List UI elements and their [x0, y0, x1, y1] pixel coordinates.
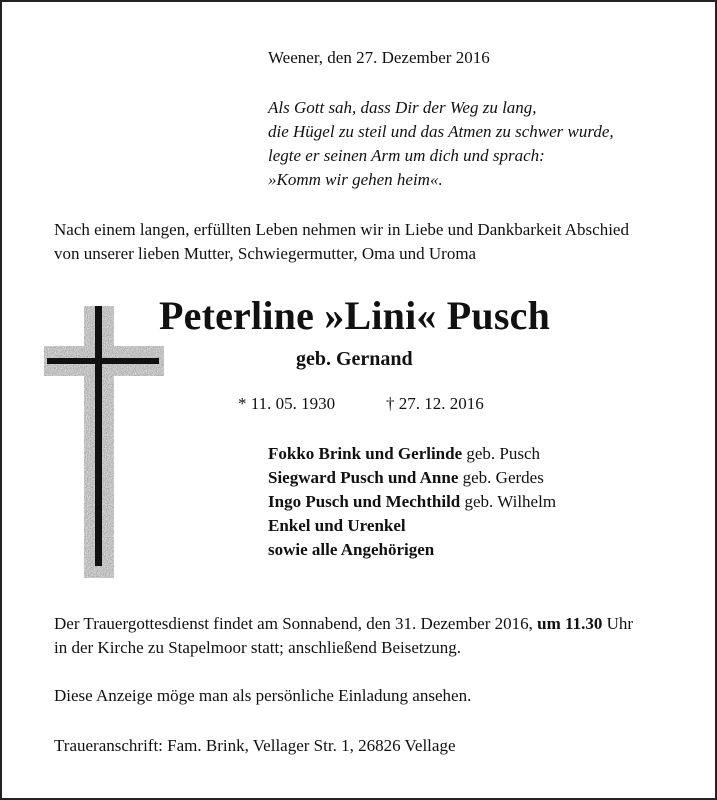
mourner-name: Siegward Pusch und Anne: [268, 468, 459, 487]
mourner-line: [268, 514, 406, 538]
poem-line-3: legte er seinen Arm um dich und sprach:: [268, 146, 545, 165]
mourner-name: sowie alle Angehörigen: [268, 540, 435, 559]
mourning-address: Traueranschrift: Fam. Brink, Vellager Str. 1, 26826 Vellage: [54, 736, 456, 755]
mourner-line: [268, 442, 540, 466]
birth-date: * 11. 05. 1930: [238, 394, 336, 413]
mourner-suffix: geb. Gerdes: [458, 468, 544, 487]
poem-line-4: »Komm wir gehen heim«.: [268, 170, 443, 189]
mourner-suffix: geb. Wilhelm: [460, 492, 557, 511]
service-text-end: Uhr: [602, 614, 634, 633]
service-line-1: [54, 612, 633, 636]
mourner-suffix: geb. Pusch: [462, 444, 541, 463]
place-date: Weener, den 27. Dezember 2016: [268, 48, 490, 67]
mourner-line: [268, 490, 556, 514]
service-line-2: in der Kirche zu Stapelmoor statt; anschließend Beisetzung.: [54, 638, 461, 657]
service-text: Der Trauergottesdienst findet am Sonnabend, den 31. Dezember 2016,: [54, 614, 538, 633]
maiden-name: geb. Gernand: [296, 348, 413, 370]
mourner-name: Fokko Brink und Gerlinde: [268, 444, 463, 463]
mourner-name: Ingo Pusch und Mechthild: [268, 492, 461, 511]
invitation-note: Diese Anzeige möge man als persönliche Einladung ansehen.: [54, 686, 472, 705]
service-time: um 11.30: [537, 614, 603, 633]
poem-line-1: Als Gott sah, dass Dir der Weg zu lang,: [268, 98, 537, 117]
intro-line-1: Nach einem langen, erfüllten Leben nehmen wir in Liebe und Dankbarkeit Abschied: [54, 220, 629, 239]
mourner-name: Enkel und Urenkel: [268, 516, 406, 535]
mourner-line: [268, 466, 544, 490]
cross-icon: [42, 302, 167, 582]
poem-line-2: die Hügel zu steil und das Atmen zu schwer wurde,: [268, 122, 614, 141]
intro-line-2: von unserer lieben Mutter, Schwiegermutter, Oma und Uroma: [54, 244, 477, 263]
death-date: † 27. 12. 2016: [386, 394, 484, 413]
mourner-line: [268, 538, 434, 562]
deceased-name: Peterline »Lini« Pusch: [159, 293, 551, 338]
